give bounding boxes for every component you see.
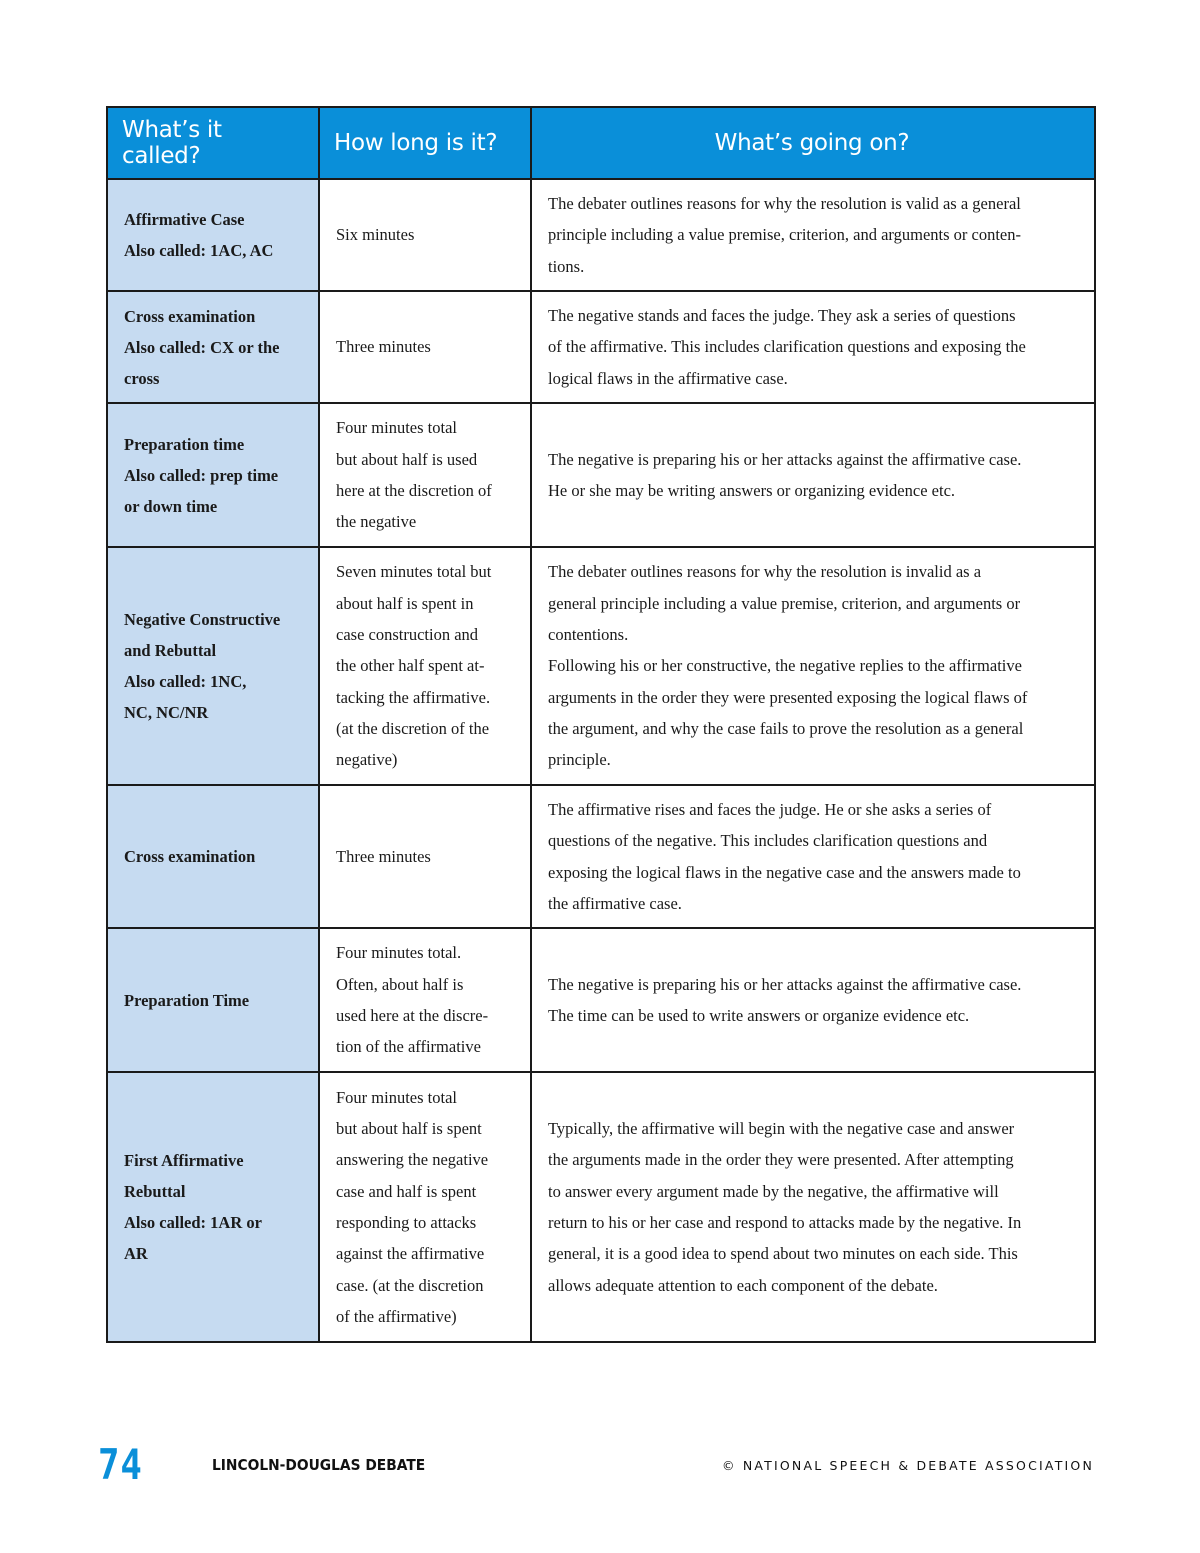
cell-text-line: tacking the affirmative. [336,687,491,707]
speech-description-cell [531,179,1095,291]
speech-length-cell [319,1072,531,1342]
cell-text-line: here at the discretion of [336,481,492,500]
cell-text-line: case construction and [336,625,479,645]
cell-text-line: Also called: 1AR or [124,1213,262,1232]
speech-description-cell [531,403,1095,547]
speech-name-cell [107,403,319,547]
cell-text-line: cross [124,368,160,388]
cell-text-line: The negative is preparing his or her attacks against the affirmative case. [548,449,1022,469]
speech-length-cell [319,547,531,785]
cell-text-line: arguments in the order they were presented exposing the logical flaws of [548,687,1028,707]
cell-text-line: the affirmative case. [548,893,682,913]
cell-text-line: Following his or her constructive, the negative replies to the affirmative [548,656,1022,676]
cell-text-line: The debater outlines reasons for why the resolution is valid as a general [548,194,1021,214]
header-row [107,107,1095,179]
cell-text-line: of the affirmative. This includes clarification questions and exposing the [548,337,1026,357]
cell-text-line: against the affirmative [336,1244,485,1264]
speech-length-cell [319,785,531,928]
cell-text-line: general principle including a value premise, criterion, and arguments or [548,593,1021,613]
cell-text-line: Four minutes total. [336,943,462,963]
speech-name-cell [107,928,319,1072]
cell-text-line: contentions. [548,625,629,645]
cell-text-line: Cross examination [124,306,256,326]
cell-text-line: exposing the logical flaws in the negative case and the answers made to [548,862,1021,882]
cell-text-line: The time can be used to write answers or organize evidence etc. [548,1006,970,1025]
cell-text-line: but about half is used [336,449,478,469]
table-row [107,1072,1095,1342]
speech-name-cell [107,547,319,785]
cell-text-line: and Rebuttal [124,641,217,660]
page-footer [0,1441,1200,1491]
cell-text-line: Cross examination [124,847,256,866]
table-row [107,179,1095,291]
cell-text-line: Also called: prep time [124,465,279,485]
cell-text-line: Rebuttal [124,1182,186,1201]
cell-text-line: Preparation Time [124,990,250,1010]
cell-text-line: NC, NC/NR [124,703,209,722]
cell-text-line: The debater outlines reasons for why the resolution is invalid as a [548,562,982,582]
table-row [107,785,1095,928]
speech-name-cell [107,291,319,403]
speech-name-cell [107,179,319,291]
speech-name-cell [107,785,319,928]
cell-text-line: Four minutes total [336,418,457,438]
header-whats-going-on: What’s going on? [531,107,1095,179]
cell-text-line: Also called: 1NC, [124,672,247,691]
cell-text-line: the argument, and why the case fails to prove the resolution as a general [548,718,1024,738]
cell-text-line: the negative [336,512,417,532]
cell-text-line: about half is spent in [336,593,474,613]
cell-text-line: The negative stands and faces the judge. They ask a series of questions [548,306,1016,326]
cell-text-line: answering the negative [336,1150,489,1170]
cell-text-line: Affirmative Case [124,210,245,229]
speech-table [106,106,1096,1343]
header-what-called: What’s it called? [107,107,319,179]
table-row [107,291,1095,403]
cell-text-line: Also called: 1AC, AC [124,241,274,260]
table-row [107,928,1095,1072]
speech-description-cell [531,785,1095,928]
table-row [107,547,1095,785]
cell-text-line: tion of the affirmative [336,1037,481,1057]
cell-text-line: but about half is spent [336,1119,482,1139]
document-title: LINCOLN-DOUGLAS DEBATE [212,1456,426,1474]
cell-text-line: tions. [548,256,585,276]
cell-text-line: The affirmative rises and faces the judge. He or she asks a series of [548,799,992,819]
cell-text-line: return to his or her case and respond to attacks made by the negative. In [548,1213,1022,1232]
cell-text-line: AR [124,1244,148,1263]
cell-text-line: The negative is preparing his or her attacks against the affirmative case. [548,974,1022,994]
cell-text-line: the other half spent at- [336,656,485,676]
cell-text-line: the arguments made in the order they were presented. After attempting [548,1150,1014,1170]
speech-description-cell [531,1072,1095,1342]
cell-text-line: Typically, the affirmative will begin with the negative case and answer [548,1119,1015,1139]
cell-text-line: or down time [124,496,218,516]
cell-text-line: case and half is spent [336,1181,477,1201]
speech-description-cell [531,547,1095,785]
cell-text-line: (at the discretion of the [336,718,490,738]
cell-text-line: questions of the negative. This includes clarification questions and [548,831,988,851]
speech-description-cell [531,928,1095,1072]
cell-text-line: general, it is a good idea to spend about two minutes on each side. This [548,1244,1018,1264]
header-how-long: How long is it? [319,107,531,179]
cell-text-line: Also called: CX or the [124,337,280,357]
cell-text-line: to answer every argument made by the negative, the affirmative will [548,1181,999,1201]
cell-text-line: principle including a value premise, criterion, and arguments or conten- [548,225,1021,245]
cell-text-line: First Affirmative [124,1151,244,1170]
cell-text-line: case. (at the discretion [336,1275,484,1295]
cell-text-line: Three minutes [336,846,431,866]
speech-length-cell [319,928,531,1072]
cell-text-line: principle. [548,750,611,770]
cell-text-line: Negative Constructive [124,610,281,629]
cell-text-line: negative) [336,750,398,770]
cell-text-line: Preparation time [124,434,245,454]
speech-length-cell [319,179,531,291]
cell-text-line: logical flaws in the affirmative case. [548,368,788,388]
cell-text-line: Often, about half is [336,974,464,994]
cell-text-line: Seven minutes total but [336,562,492,582]
table-row [107,403,1095,547]
table-body [107,179,1095,1342]
copyright-notice: © NATIONAL SPEECH & DEBATE ASSOCIATION [721,1458,1094,1473]
cell-text-line: He or she may be writing answers or organizing evidence etc. [548,481,956,500]
cell-text-line: of the affirmative) [336,1306,457,1326]
cell-text-line: responding to attacks [336,1213,477,1232]
page-number: 74 [98,1440,143,1489]
cell-text-line: Four minutes total [336,1087,457,1107]
cell-text-line: Three minutes [336,337,431,357]
speech-length-cell [319,403,531,547]
cell-text-line: allows adequate attention to each component of the debate. [548,1275,938,1295]
speech-description-cell [531,291,1095,403]
speech-length-cell [319,291,531,403]
speech-name-cell [107,1072,319,1342]
cell-text-line: used here at the discre- [336,1006,489,1025]
cell-text-line: Six minutes [336,225,415,245]
